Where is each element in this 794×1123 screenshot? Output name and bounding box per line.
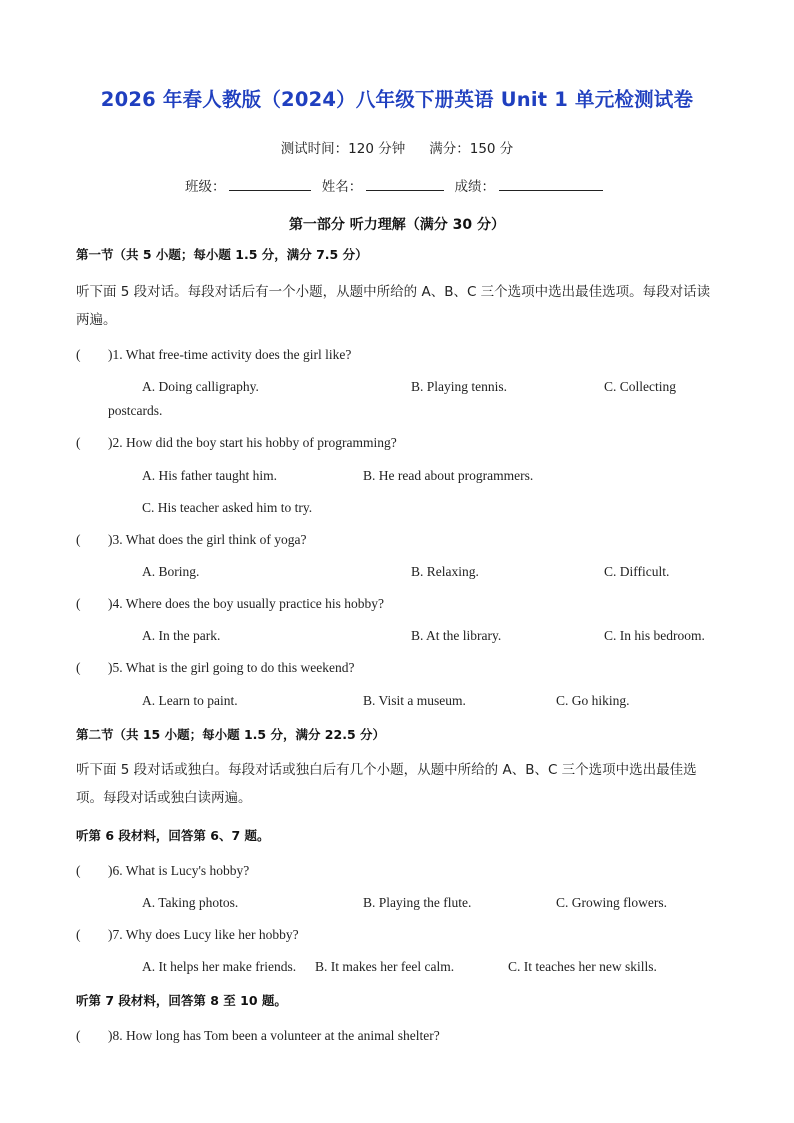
question-stem: )1. What free-time activity does the girl like? bbox=[108, 347, 352, 362]
score-blank[interactable] bbox=[499, 176, 603, 191]
option-a: A. Doing calligraphy. bbox=[142, 379, 259, 394]
question-stem: )6. What is Lucy's hobby? bbox=[108, 863, 250, 878]
option-b: B. Playing tennis. bbox=[411, 379, 508, 394]
option-c: C. It teaches her new skills. bbox=[508, 959, 657, 974]
question-4 bbox=[76, 596, 726, 612]
answer-paren[interactable]: ( bbox=[76, 660, 81, 675]
question-stem: )4. Where does the boy usually practice his hobby? bbox=[108, 596, 385, 611]
question-8 bbox=[76, 1028, 726, 1044]
question-stem: )8. How long has Tom been a volunteer at the animal shelter? bbox=[108, 1028, 440, 1043]
question-stem: )5. What is the girl going to do this weekend? bbox=[108, 660, 355, 675]
section2-instruction: 听下面 5 段对话或独白。每段对话或独白后有几个小题，从题中所给的 A、B、C 三个选项中选出最佳选项。每段对话或独白读两遍。 bbox=[76, 762, 697, 806]
question-stem: )7. Why does Lucy like her hobby? bbox=[108, 927, 299, 942]
section2-heading: 第二节（共 15 小题；每小题 1.5 分，满分 22.5 分） bbox=[76, 727, 385, 742]
answer-paren[interactable]: ( bbox=[76, 347, 81, 362]
name-blank[interactable] bbox=[366, 176, 444, 191]
option-a: A. In the park. bbox=[142, 628, 221, 643]
option-c: C. His teacher asked him to try. bbox=[142, 500, 313, 515]
option-c: C. Growing flowers. bbox=[556, 895, 667, 910]
option-b: B. He read about programmers. bbox=[363, 468, 534, 483]
material-6-heading: 听第 6 段材料，回答第 6、7 题。 bbox=[76, 828, 270, 843]
test-time: 测试时间：120 分钟 bbox=[280, 141, 406, 157]
option-c: C. In his bedroom. bbox=[604, 628, 705, 643]
option-c: C. Collecting bbox=[604, 379, 676, 394]
question-5 bbox=[76, 660, 726, 676]
question-1 bbox=[76, 347, 726, 363]
option-b: B. Relaxing. bbox=[411, 564, 479, 579]
answer-paren[interactable]: ( bbox=[76, 435, 81, 450]
question-7 bbox=[76, 927, 726, 943]
option-a: A. It helps her make friends. bbox=[142, 959, 297, 974]
material-7-heading: 听第 7 段材料，回答第 8 至 10 题。 bbox=[76, 993, 287, 1008]
question-stem: )2. How did the boy start his hobby of programming? bbox=[108, 435, 397, 450]
option-a: A. Taking photos. bbox=[142, 895, 239, 910]
option-b: B. Playing the flute. bbox=[363, 895, 472, 910]
option-c: C. Go hiking. bbox=[556, 693, 630, 708]
option-a: A. Boring. bbox=[142, 564, 200, 579]
answer-paren[interactable]: ( bbox=[76, 927, 81, 942]
section1-heading: 第一节（共 5 小题；每小题 1.5 分，满分 7.5 分） bbox=[76, 247, 368, 262]
name-label: 姓名： bbox=[321, 179, 363, 195]
class-label: 班级： bbox=[184, 179, 226, 195]
page-title: 2026 年春人教版（2024）八年级下册英语 Unit 1 单元检测试卷 bbox=[100, 88, 694, 111]
answer-paren[interactable]: ( bbox=[76, 596, 81, 611]
option-a: A. Learn to paint. bbox=[142, 693, 238, 708]
answer-paren[interactable]: ( bbox=[76, 863, 81, 878]
student-info bbox=[0, 175, 794, 195]
option-a: A. His father taught him. bbox=[142, 468, 277, 483]
score-label: 成绩： bbox=[454, 179, 496, 195]
question-6 bbox=[76, 863, 726, 879]
question-stem: )3. What does the girl think of yoga? bbox=[108, 532, 307, 547]
question-3 bbox=[76, 532, 726, 548]
option-b: B. At the library. bbox=[411, 628, 502, 643]
answer-paren[interactable]: ( bbox=[76, 532, 81, 547]
question-2 bbox=[76, 435, 726, 451]
answer-paren[interactable]: ( bbox=[76, 1028, 81, 1043]
option-c: C. Difficult. bbox=[604, 564, 670, 579]
option-c-continued: postcards. bbox=[108, 403, 163, 418]
class-blank[interactable] bbox=[229, 176, 311, 191]
part1-heading: 第一部分 听力理解（满分 30 分） bbox=[288, 217, 506, 233]
full-score: 满分：150 分 bbox=[429, 141, 514, 157]
option-b: B. It makes her feel calm. bbox=[315, 959, 455, 974]
test-meta bbox=[0, 137, 794, 157]
section1-instruction: 听下面 5 段对话。每段对话后有一个小题，从题中所给的 A、B、C 三个选项中选出最佳选项。每段对话读两遍。 bbox=[76, 284, 711, 328]
option-b: B. Visit a museum. bbox=[363, 693, 466, 708]
